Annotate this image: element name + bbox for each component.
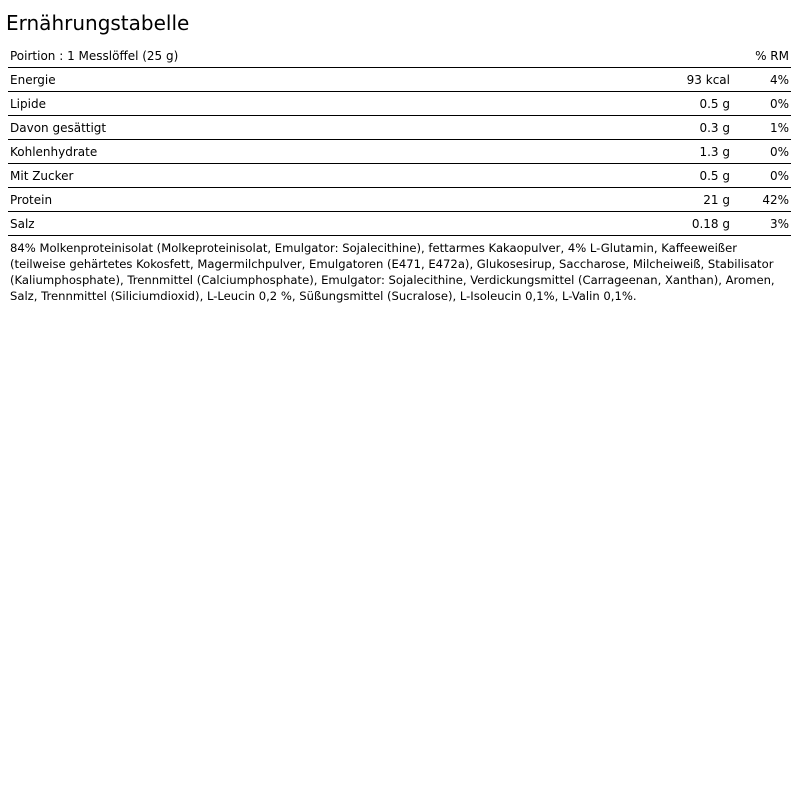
nutrient-rm: 42% xyxy=(732,188,791,212)
nutrient-name: Salz xyxy=(8,212,608,236)
nutrient-rm: 0% xyxy=(732,92,791,116)
nutrient-amount: 0.18 g xyxy=(608,212,732,236)
table-row xyxy=(8,140,791,164)
nutrient-name: Protein xyxy=(8,188,608,212)
rm-header: % RM xyxy=(732,44,791,68)
nutrient-amount: 93 kcal xyxy=(608,68,732,92)
nutrient-amount: 0.3 g xyxy=(608,116,732,140)
table-row xyxy=(8,116,791,140)
table-row xyxy=(8,68,791,92)
table-row xyxy=(8,164,791,188)
nutrient-rm: 3% xyxy=(732,212,791,236)
nutrient-name: Energie xyxy=(8,68,608,92)
table-row xyxy=(8,188,791,212)
table-row xyxy=(8,212,791,236)
nutrient-name: Mit Zucker xyxy=(8,164,608,188)
nutrient-rm: 4% xyxy=(732,68,791,92)
table-row xyxy=(8,92,791,116)
nutrient-amount: 1.3 g xyxy=(608,140,732,164)
table-header-row xyxy=(8,44,791,68)
nutrient-name: Lipide xyxy=(8,92,608,116)
nutrient-rm: 0% xyxy=(732,164,791,188)
page-title: Ernährungstabelle xyxy=(6,11,190,35)
nutrient-amount: 0.5 g xyxy=(608,92,732,116)
nutrient-rm: 0% xyxy=(732,140,791,164)
nutrient-name: Kohlenhydrate xyxy=(8,140,608,164)
nutrient-amount: 0.5 g xyxy=(608,164,732,188)
nutrition-table xyxy=(8,44,791,236)
portion-label: Poirtion : 1 Messlöffel (25 g) xyxy=(8,44,732,68)
nutrient-name: Davon gesättigt xyxy=(8,116,608,140)
nutrient-amount: 21 g xyxy=(608,188,732,212)
nutrient-rm: 1% xyxy=(732,116,791,140)
ingredients-text: 84% Molkenproteinisolat (Molkeproteinisolat, Emulgator: Sojalecithine), fettarmes Kakaopulver, 4% L-Glutamin, Kaffeeweißer (teilweise gehärtetes Kokosfett, Magermilchpulver, Emulgatoren (E471, E472a), Glukosesirup, Saccharose, Milcheiweiß, Stabilisator (Kaliumphosphate), Trennmittel (Calciumphosphate), Emulgator: Sojalecithine, Verdickungsmittel (Carrageenan, Xanthan), Aromen, Salz, Trennmittel (Siliciumdioxid), L-Leucin 0,2 %, Süßungsmittel (Sucralose), L-Isoleucin 0,1%, L-Valin 0,1%. xyxy=(10,241,775,303)
